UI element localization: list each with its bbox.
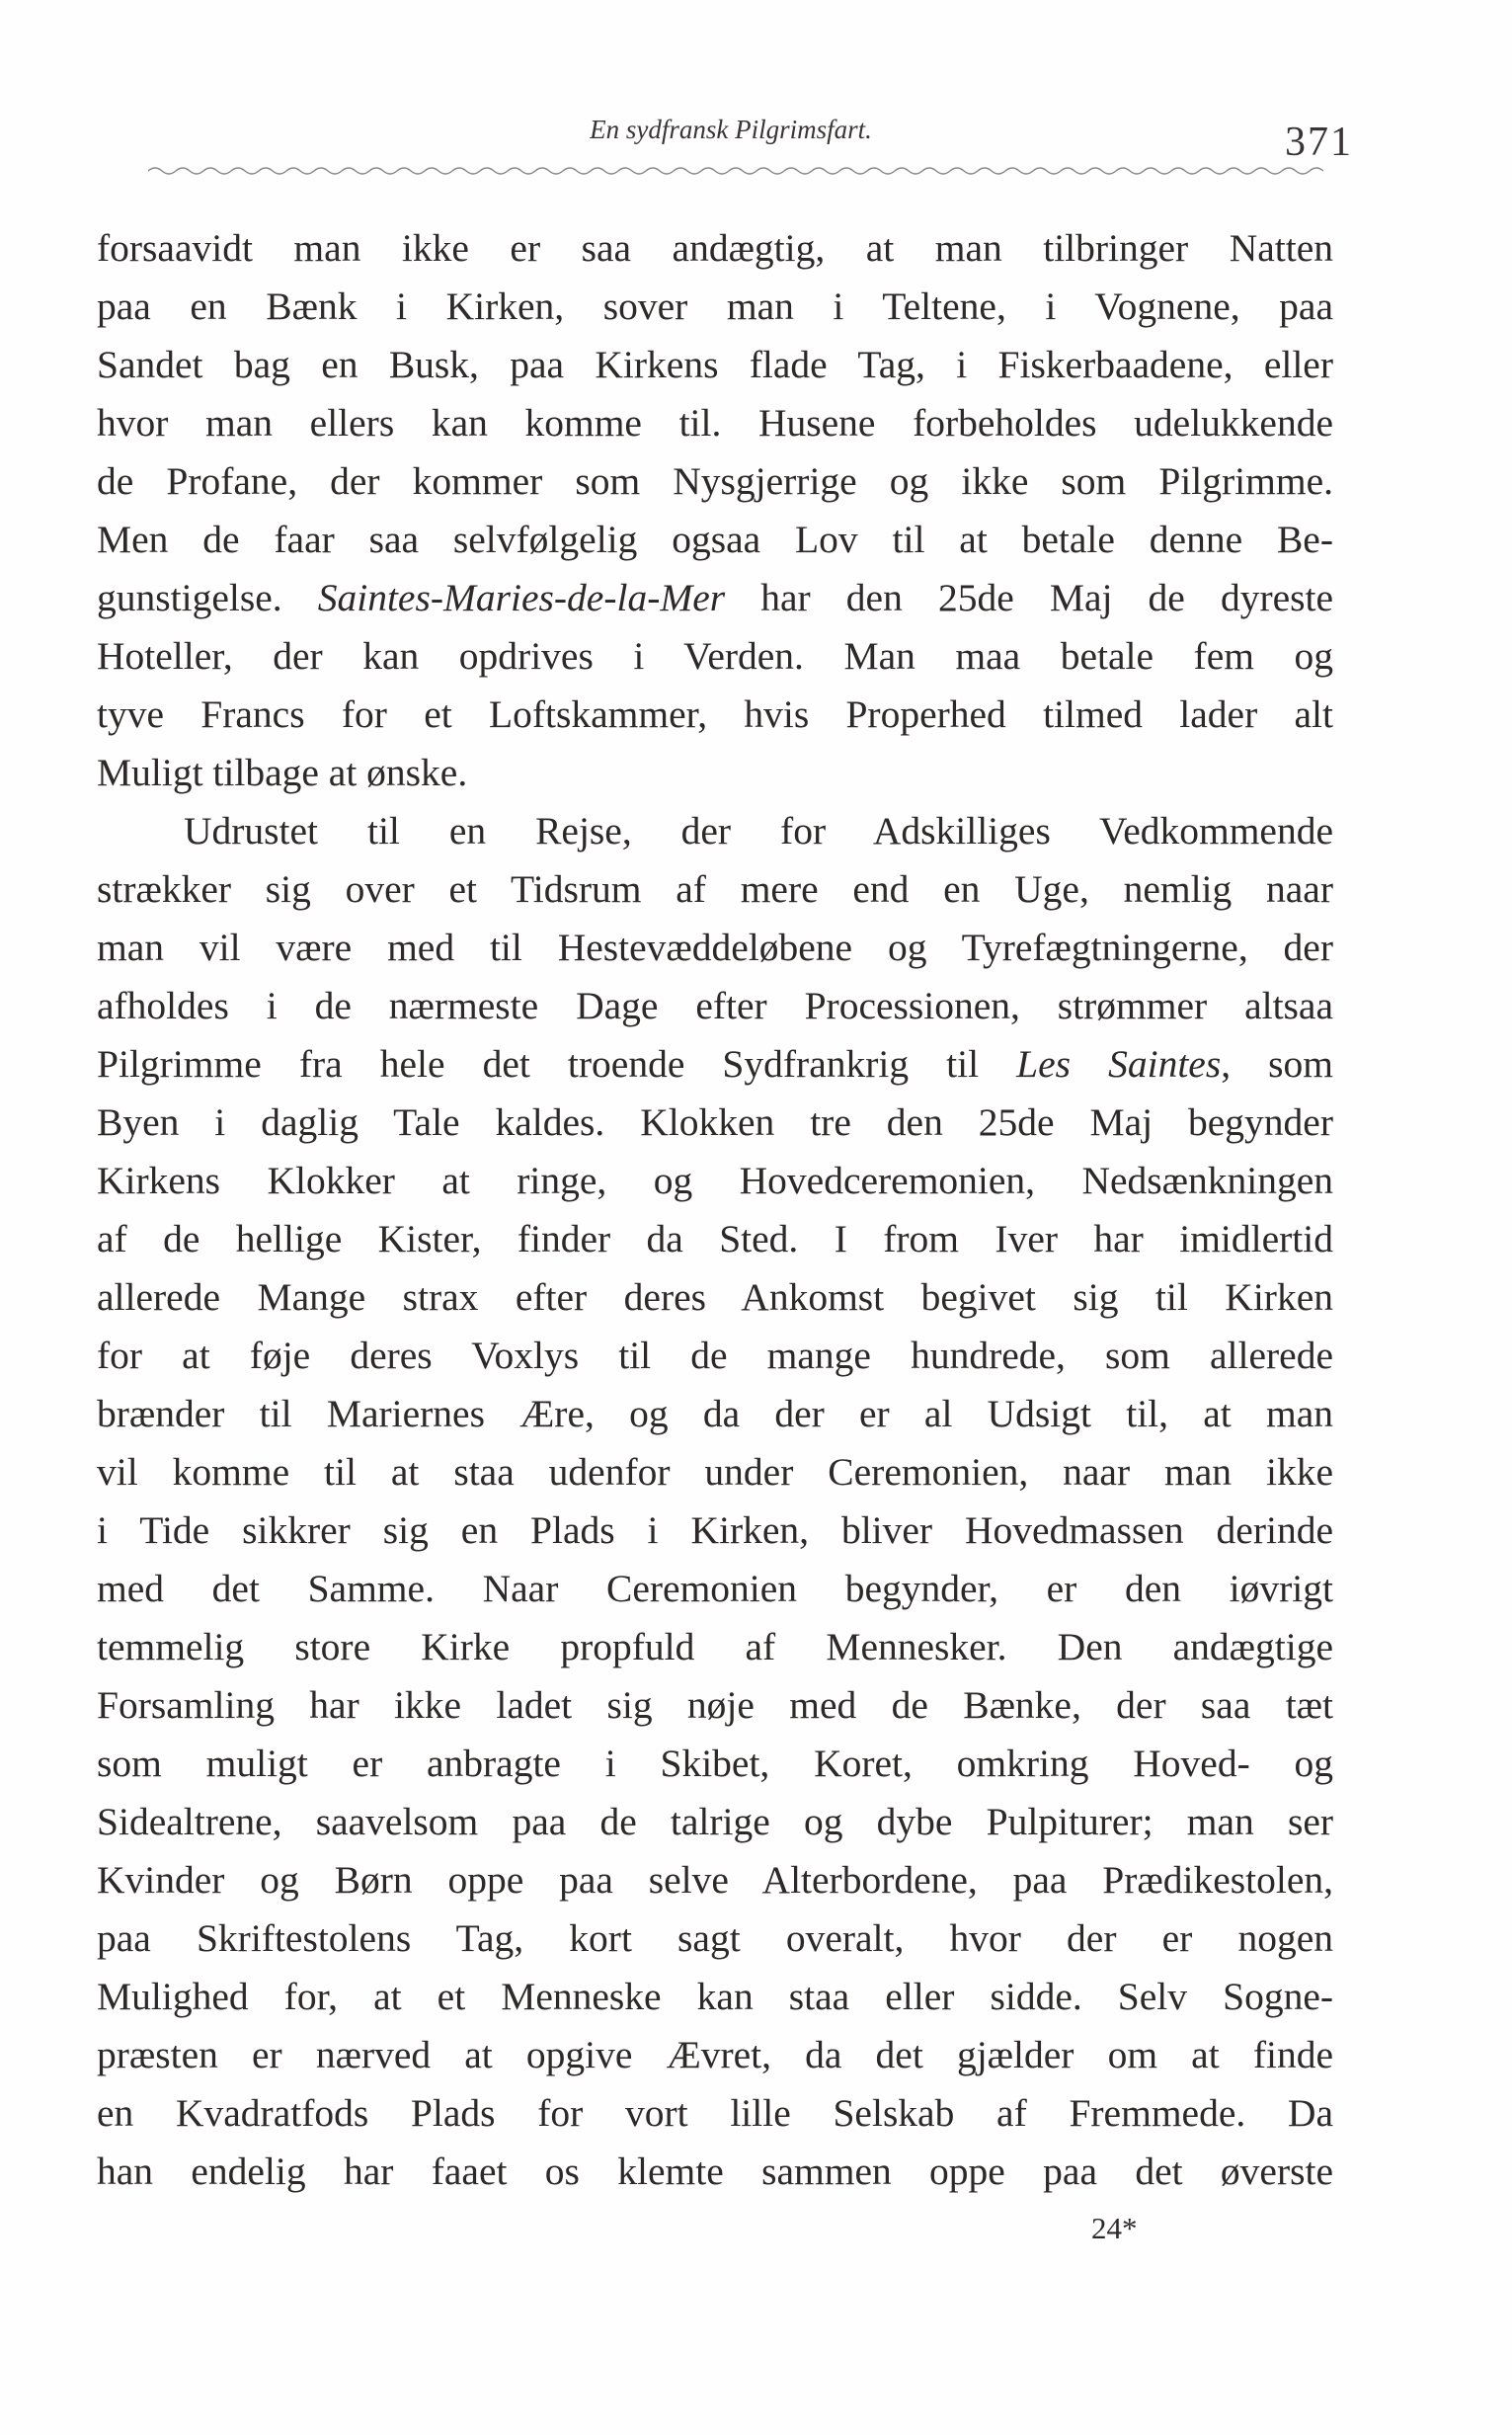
text-line: præsten er nærved at opgive Ævret, da det gjælder om at finde <box>97 2033 1333 2076</box>
text-line: Udrustet til en Rejse, der for Adskilliges Vedkommende <box>184 809 1333 852</box>
text-line: Hoteller, der kan opdrives i Verden. Man maa betale fem og <box>97 634 1333 678</box>
italic-place-name: Les Saintes <box>1016 1042 1222 1086</box>
text-line: Kvinder og Børn oppe paa selve Alterbordene, paa Prædikestolen, <box>97 1858 1333 1902</box>
text-line: Kirkens Klokker at ringe, og Hovedceremonien, Nedsænkningen <box>97 1159 1333 1202</box>
text-line: en Kvadratfods Plads for vort lille Selskab af Fremmede. Da <box>97 2091 1333 2135</box>
italic-place-name: Saintes-Maries-de-la-Mer <box>317 576 726 619</box>
signature-mark: 24* <box>1091 2211 1138 2245</box>
text-line: af de hellige Kister, finder da Sted. I from Iver har imidlertid <box>97 1217 1333 1260</box>
text-line: paa Skriftestolens Tag, kort sagt overalt, hvor der er nogen <box>97 1916 1333 1960</box>
text-line: som muligt er anbragte i Skibet, Koret, omkring Hoved- og <box>97 1742 1333 1785</box>
text-line: forsaavidt man ikke er saa andægtig, at man tilbringer Natten <box>97 226 1333 270</box>
text-segment: har den 25de Maj de dyreste <box>760 576 1334 619</box>
text-line <box>97 1035 1333 1094</box>
text-line: Mulighed for, at et Menneske kan staa eller sidde. Selv Sogne- <box>97 1975 1333 2018</box>
text-line: Sidealtrene, saavelsom paa de talrige og dybe Pulpiturer; man ser <box>97 1800 1333 1843</box>
text-line: Muligt tilbage at ønske. <box>97 751 468 794</box>
text-segment: , som <box>1221 1042 1333 1086</box>
text-line: de Profane, der kommer som Nysgjerrige og ikke som Pilgrimme. <box>97 459 1333 503</box>
page-number: 371 <box>1285 120 1353 165</box>
body-text <box>97 219 1333 2201</box>
running-title: En sydfransk Pilgrimsfart. <box>590 115 872 144</box>
text-line: tyve Francs for et Loftskammer, hvis Properhed tilmed lader alt <box>97 692 1333 736</box>
text-line: Sandet bag en Busk, paa Kirkens flade Tag, i Fiskerbaadene, eller <box>97 343 1333 386</box>
text-line: brænder til Mariernes Ære, og da der er al Udsigt til, at man <box>97 1392 1333 1435</box>
text-line: med det Samme. Naar Ceremonien begynder, er den iøvrigt <box>97 1567 1333 1610</box>
text-line <box>97 569 1333 627</box>
text-line: Byen i daglig Tale kaldes. Klokken tre den 25de Maj begynder <box>97 1100 1333 1144</box>
text-line: strækker sig over et Tidsrum af mere end en Uge, nemlig naar <box>97 867 1333 911</box>
text-line: paa en Bænk i Kirken, sover man i Teltene, i Vognene, paa <box>97 284 1333 328</box>
text-line: temmelig store Kirke propfuld af Mennesker. Den andægtige <box>97 1625 1333 1668</box>
text-segment: Pilgrimme fra hele det troende Sydfrankrig til <box>97 1042 980 1086</box>
text-line: allerede Mange strax efter deres Ankomst begivet sig til Kirken <box>97 1275 1333 1319</box>
paragraph <box>97 219 1333 802</box>
text-line: i Tide sikkrer sig en Plads i Kirken, bliver Hovedmassen derinde <box>97 1508 1333 1552</box>
text-line: vil komme til at staa udenfor under Ceremonien, naar man ikke <box>97 1450 1333 1494</box>
paragraph <box>97 802 1333 2201</box>
text-line: for at føje deres Voxlys til de mange hundrede, som allerede <box>97 1334 1333 1377</box>
text-segment: gunstigelse. <box>97 576 282 619</box>
ornamental-rule <box>148 164 1323 178</box>
text-line: afholdes i de nærmeste Dage efter Processionen, strømmer altsaa <box>97 984 1333 1027</box>
text-line: Men de faar saa selvfølgelig ogsaa Lov til at betale denne Be- <box>97 518 1333 561</box>
text-line: hvor man ellers kan komme til. Husene forbeholdes udelukkende <box>97 401 1333 445</box>
text-line: Forsamling har ikke ladet sig nøje med de Bænke, der saa tæt <box>97 1683 1333 1727</box>
text-line: man vil være med til Hestevæddeløbene og Tyrefægtningerne, der <box>97 926 1333 969</box>
text-line: han endelig har faaet os klemte sammen oppe paa det øverste <box>97 2150 1333 2193</box>
